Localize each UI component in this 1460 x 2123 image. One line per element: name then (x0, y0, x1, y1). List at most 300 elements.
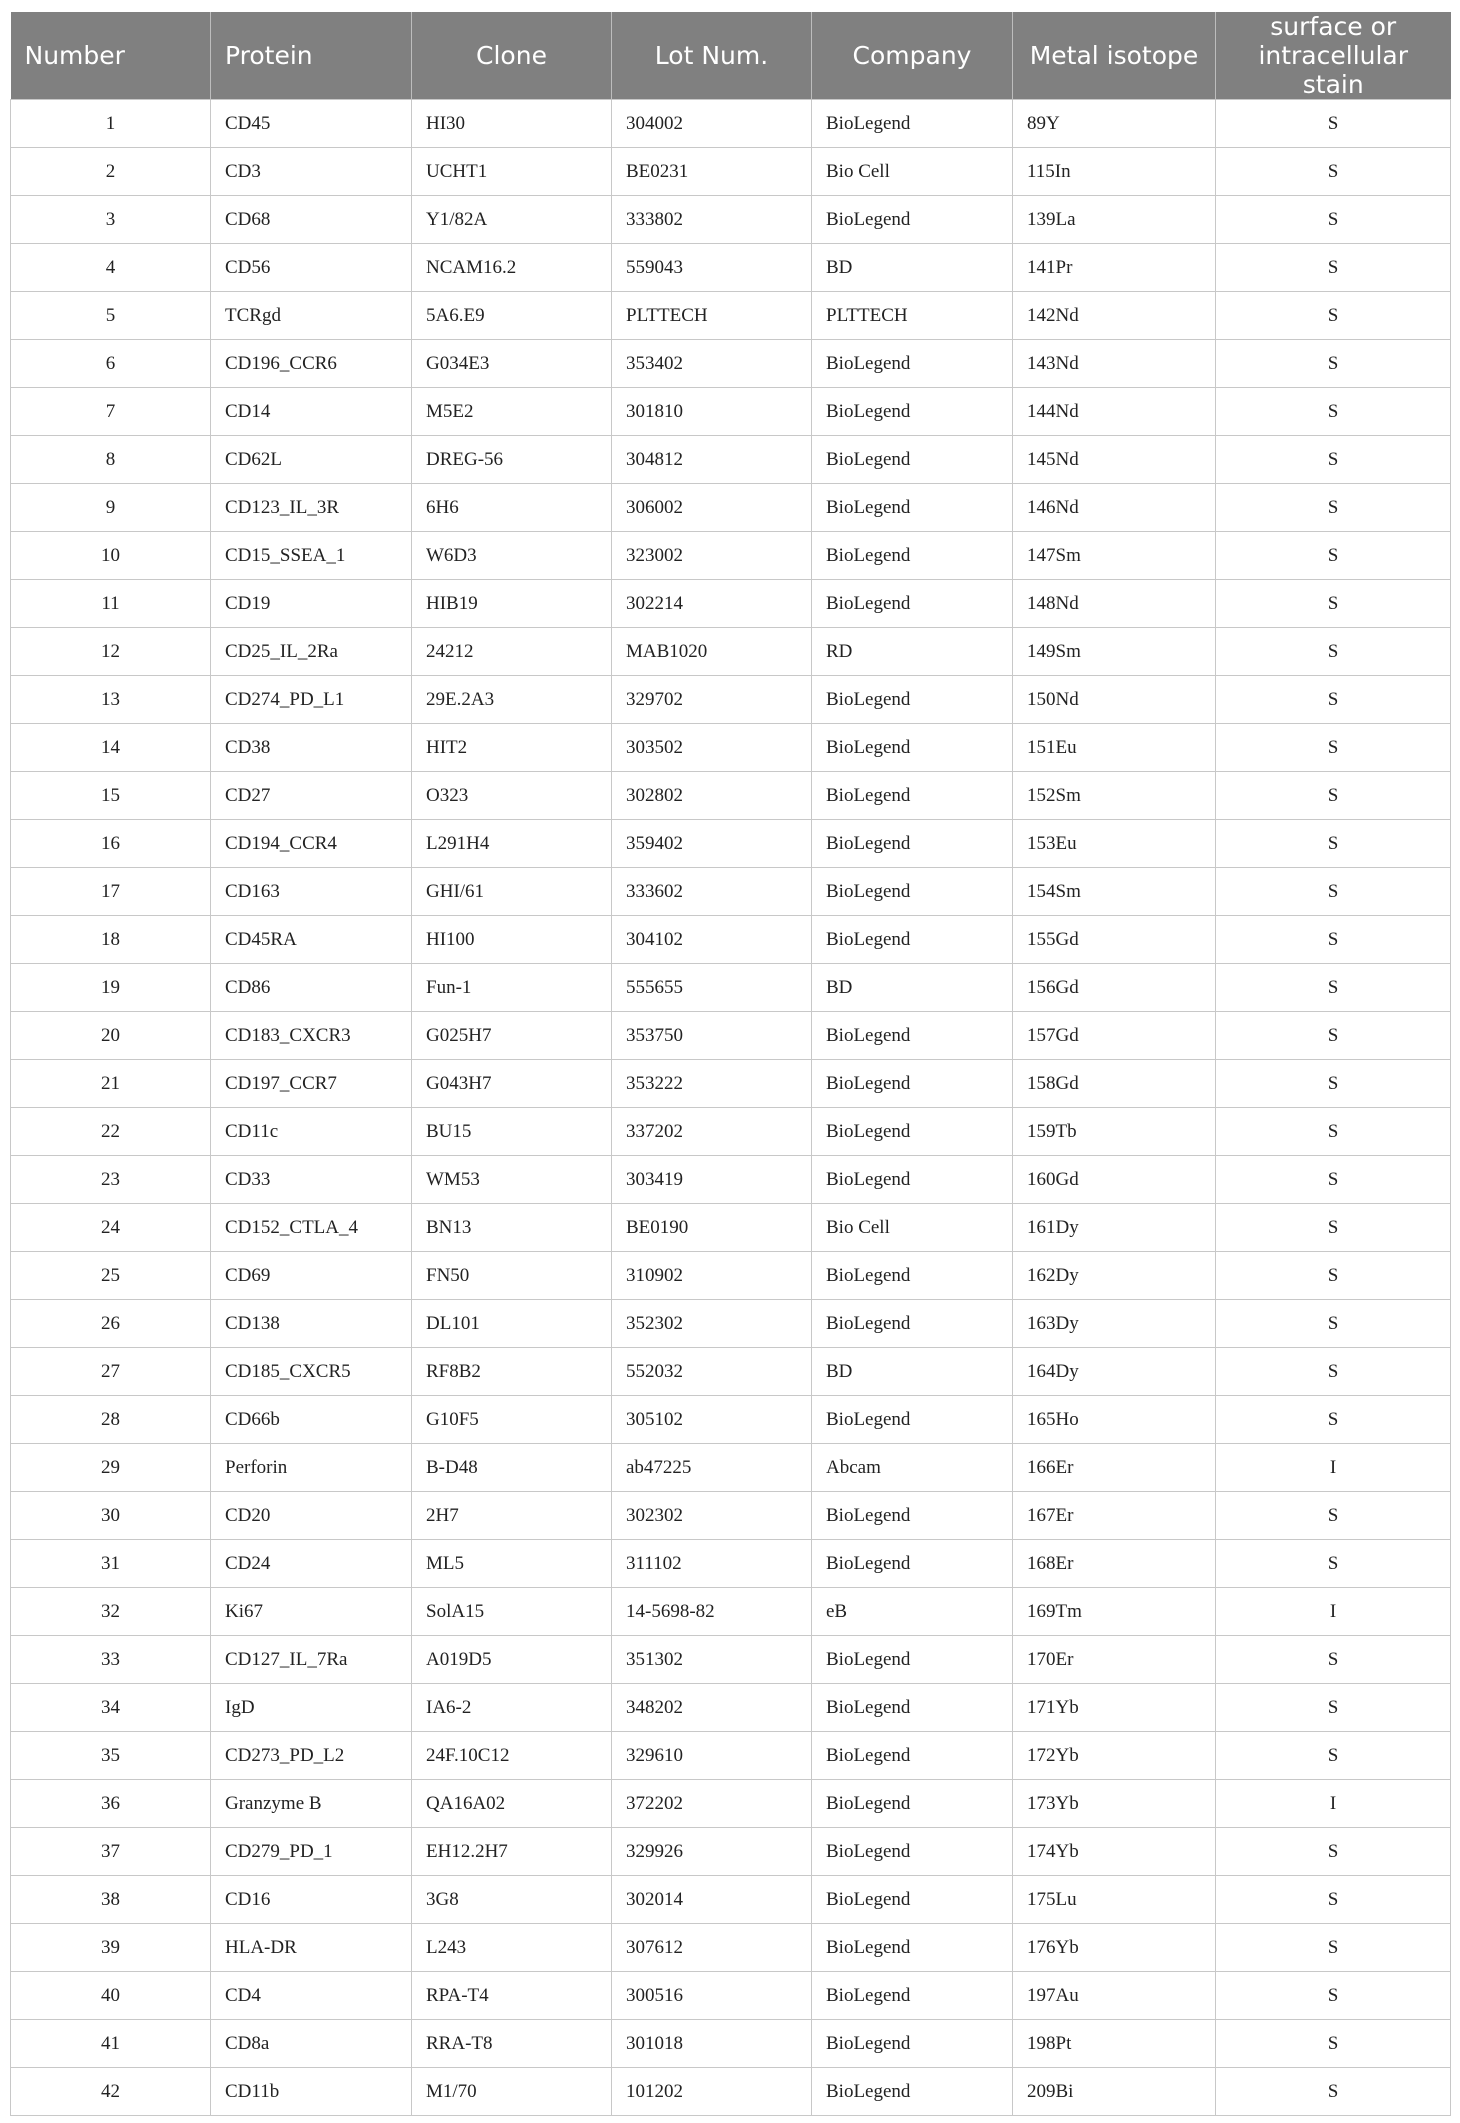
cell-clone: B-D48 (412, 1444, 612, 1492)
cell-stain-type: S (1216, 1156, 1451, 1204)
cell-protein: CD68 (211, 196, 412, 244)
cell-lot-num: 552032 (612, 1348, 812, 1396)
cell-protein: CD185_CXCR5 (211, 1348, 412, 1396)
cell-company: BioLegend (812, 1012, 1013, 1060)
cell-lot-num: 359402 (612, 820, 812, 868)
cell-protein: CD4 (211, 1972, 412, 2020)
cell-number: 10 (11, 532, 211, 580)
cell-company: Bio Cell (812, 1204, 1013, 1252)
cell-lot-num: 301018 (612, 2020, 812, 2068)
table-row (11, 292, 1451, 340)
cell-lot-num: 329610 (612, 1732, 812, 1780)
cell-lot-num: 353750 (612, 1012, 812, 1060)
cell-company: BioLegend (812, 1492, 1013, 1540)
cell-protein: CD66b (211, 1396, 412, 1444)
cell-number: 11 (11, 580, 211, 628)
cell-clone: RF8B2 (412, 1348, 612, 1396)
cell-clone: L291H4 (412, 820, 612, 868)
cell-lot-num: 14-5698-82 (612, 1588, 812, 1636)
cell-metal-isotope: 139La (1013, 196, 1216, 244)
cell-number: 34 (11, 1684, 211, 1732)
cell-clone: HIT2 (412, 724, 612, 772)
table-row (11, 1156, 1451, 1204)
cell-lot-num: 310902 (612, 1252, 812, 1300)
cell-clone: 24F.10C12 (412, 1732, 612, 1780)
cell-protein: CD138 (211, 1300, 412, 1348)
cell-clone: L243 (412, 1924, 612, 1972)
cell-number: 20 (11, 1012, 211, 1060)
cell-lot-num: BE0231 (612, 148, 812, 196)
cell-number: 38 (11, 1876, 211, 1924)
cell-metal-isotope: 166Er (1013, 1444, 1216, 1492)
cell-number: 6 (11, 340, 211, 388)
header-number: Number (11, 12, 211, 100)
cell-stain-type: S (1216, 2068, 1451, 2116)
cell-lot-num: 372202 (612, 1780, 812, 1828)
cell-protein: CD197_CCR7 (211, 1060, 412, 1108)
cell-protein: CD19 (211, 580, 412, 628)
cell-stain-type: S (1216, 1396, 1451, 1444)
cell-company: BD (812, 964, 1013, 1012)
cell-lot-num: 329702 (612, 676, 812, 724)
cell-protein: CD27 (211, 772, 412, 820)
cell-stain-type: S (1216, 196, 1451, 244)
cell-stain-type: S (1216, 1252, 1451, 1300)
cell-protein: CD152_CTLA_4 (211, 1204, 412, 1252)
antibody-panel-table (10, 12, 1451, 2116)
cell-company: BioLegend (812, 1252, 1013, 1300)
cell-number: 7 (11, 388, 211, 436)
cell-company: Bio Cell (812, 148, 1013, 196)
cell-metal-isotope: 165Ho (1013, 1396, 1216, 1444)
cell-number: 13 (11, 676, 211, 724)
cell-protein: CD11b (211, 2068, 412, 2116)
table-row (11, 100, 1451, 148)
cell-number: 41 (11, 2020, 211, 2068)
cell-number: 39 (11, 1924, 211, 1972)
cell-clone: A019D5 (412, 1636, 612, 1684)
cell-number: 5 (11, 292, 211, 340)
cell-metal-isotope: 163Dy (1013, 1300, 1216, 1348)
cell-company: BioLegend (812, 676, 1013, 724)
cell-clone: RRA-T8 (412, 2020, 612, 2068)
cell-metal-isotope: 146Nd (1013, 484, 1216, 532)
cell-metal-isotope: 176Yb (1013, 1924, 1216, 1972)
table-header (11, 12, 1451, 100)
table-row (11, 628, 1451, 676)
cell-metal-isotope: 156Gd (1013, 964, 1216, 1012)
cell-protein: CD279_PD_1 (211, 1828, 412, 1876)
cell-number: 32 (11, 1588, 211, 1636)
cell-metal-isotope: 161Dy (1013, 1204, 1216, 1252)
cell-metal-isotope: 147Sm (1013, 532, 1216, 580)
table-row (11, 1204, 1451, 1252)
cell-lot-num: 304102 (612, 916, 812, 964)
cell-stain-type: S (1216, 676, 1451, 724)
cell-lot-num: 555655 (612, 964, 812, 1012)
cell-number: 28 (11, 1396, 211, 1444)
cell-number: 31 (11, 1540, 211, 1588)
cell-metal-isotope: 171Yb (1013, 1684, 1216, 1732)
cell-clone: Fun-1 (412, 964, 612, 1012)
cell-company: BioLegend (812, 1684, 1013, 1732)
table-row (11, 676, 1451, 724)
cell-number: 35 (11, 1732, 211, 1780)
cell-metal-isotope: 158Gd (1013, 1060, 1216, 1108)
cell-stain-type: S (1216, 1012, 1451, 1060)
table-row (11, 1540, 1451, 1588)
cell-protein: CD38 (211, 724, 412, 772)
cell-number: 16 (11, 820, 211, 868)
cell-protein: CD24 (211, 1540, 412, 1588)
cell-lot-num: 353222 (612, 1060, 812, 1108)
table-row (11, 1684, 1451, 1732)
cell-metal-isotope: 209Bi (1013, 2068, 1216, 2116)
cell-stain-type: S (1216, 1348, 1451, 1396)
cell-lot-num: 302214 (612, 580, 812, 628)
cell-clone: BN13 (412, 1204, 612, 1252)
table-row (11, 1876, 1451, 1924)
cell-lot-num: 352302 (612, 1300, 812, 1348)
cell-clone: 24212 (412, 628, 612, 676)
cell-metal-isotope: 175Lu (1013, 1876, 1216, 1924)
cell-stain-type: S (1216, 1540, 1451, 1588)
cell-protein: CD16 (211, 1876, 412, 1924)
cell-company: BioLegend (812, 1780, 1013, 1828)
cell-lot-num: 333802 (612, 196, 812, 244)
table-row (11, 1108, 1451, 1156)
cell-company: BioLegend (812, 532, 1013, 580)
cell-metal-isotope: 157Gd (1013, 1012, 1216, 1060)
cell-clone: WM53 (412, 1156, 612, 1204)
cell-number: 8 (11, 436, 211, 484)
cell-stain-type: S (1216, 628, 1451, 676)
cell-lot-num: 300516 (612, 1972, 812, 2020)
cell-metal-isotope: 169Tm (1013, 1588, 1216, 1636)
header-stain-type: surface or intracellular stain (1216, 12, 1451, 100)
cell-stain-type: S (1216, 1924, 1451, 1972)
cell-company: BioLegend (812, 1636, 1013, 1684)
table-row (11, 2068, 1451, 2116)
cell-number: 26 (11, 1300, 211, 1348)
table-row (11, 2020, 1451, 2068)
cell-metal-isotope: 151Eu (1013, 724, 1216, 772)
cell-protein: CD56 (211, 244, 412, 292)
cell-number: 12 (11, 628, 211, 676)
cell-number: 14 (11, 724, 211, 772)
cell-protein: CD3 (211, 148, 412, 196)
cell-company: BioLegend (812, 1396, 1013, 1444)
cell-protein: CD62L (211, 436, 412, 484)
cell-stain-type: S (1216, 1876, 1451, 1924)
cell-number: 33 (11, 1636, 211, 1684)
cell-number: 9 (11, 484, 211, 532)
cell-company: BioLegend (812, 1060, 1013, 1108)
cell-company: PLTTECH (812, 292, 1013, 340)
cell-clone: W6D3 (412, 532, 612, 580)
cell-clone: FN50 (412, 1252, 612, 1300)
cell-clone: DL101 (412, 1300, 612, 1348)
cell-clone: G043H7 (412, 1060, 612, 1108)
cell-clone: G034E3 (412, 340, 612, 388)
table-row (11, 484, 1451, 532)
table-body (11, 100, 1451, 2116)
cell-protein: HLA-DR (211, 1924, 412, 1972)
cell-clone: 5A6.E9 (412, 292, 612, 340)
cell-company: BD (812, 244, 1013, 292)
cell-lot-num: PLTTECH (612, 292, 812, 340)
cell-company: BioLegend (812, 196, 1013, 244)
header-company: Company (812, 12, 1013, 100)
cell-protein: TCRgd (211, 292, 412, 340)
table-row (11, 868, 1451, 916)
cell-number: 1 (11, 100, 211, 148)
cell-stain-type: I (1216, 1780, 1451, 1828)
cell-lot-num: MAB1020 (612, 628, 812, 676)
cell-lot-num: 323002 (612, 532, 812, 580)
table-row (11, 1396, 1451, 1444)
cell-lot-num: 304002 (612, 100, 812, 148)
table-row (11, 532, 1451, 580)
cell-metal-isotope: 145Nd (1013, 436, 1216, 484)
cell-number: 15 (11, 772, 211, 820)
cell-company: BioLegend (812, 1924, 1013, 1972)
cell-lot-num: 351302 (612, 1636, 812, 1684)
cell-clone: M1/70 (412, 2068, 612, 2116)
cell-stain-type: S (1216, 1300, 1451, 1348)
cell-number: 27 (11, 1348, 211, 1396)
cell-company: BioLegend (812, 580, 1013, 628)
cell-clone: NCAM16.2 (412, 244, 612, 292)
cell-clone: GHI/61 (412, 868, 612, 916)
table-row (11, 580, 1451, 628)
cell-lot-num: 302014 (612, 1876, 812, 1924)
table-row (11, 1444, 1451, 1492)
cell-company: BioLegend (812, 820, 1013, 868)
cell-metal-isotope: 159Tb (1013, 1108, 1216, 1156)
cell-number: 4 (11, 244, 211, 292)
cell-protein: CD127_IL_7Ra (211, 1636, 412, 1684)
cell-metal-isotope: 152Sm (1013, 772, 1216, 820)
table-row (11, 148, 1451, 196)
cell-protein: CD69 (211, 1252, 412, 1300)
cell-stain-type: S (1216, 436, 1451, 484)
cell-metal-isotope: 155Gd (1013, 916, 1216, 964)
table-row (11, 1972, 1451, 2020)
cell-lot-num: 333602 (612, 868, 812, 916)
cell-number: 19 (11, 964, 211, 1012)
cell-stain-type: S (1216, 964, 1451, 1012)
cell-protein: CD274_PD_L1 (211, 676, 412, 724)
cell-protein: Perforin (211, 1444, 412, 1492)
cell-stain-type: S (1216, 1204, 1451, 1252)
cell-metal-isotope: 168Er (1013, 1540, 1216, 1588)
cell-stain-type: S (1216, 916, 1451, 964)
cell-clone: QA16A02 (412, 1780, 612, 1828)
cell-company: BioLegend (812, 1540, 1013, 1588)
cell-lot-num: 337202 (612, 1108, 812, 1156)
cell-protein: CD8a (211, 2020, 412, 2068)
cell-clone: 3G8 (412, 1876, 612, 1924)
cell-company: Abcam (812, 1444, 1013, 1492)
cell-protein: CD123_IL_3R (211, 484, 412, 532)
cell-metal-isotope: 197Au (1013, 1972, 1216, 2020)
cell-company: BioLegend (812, 1108, 1013, 1156)
cell-clone: 6H6 (412, 484, 612, 532)
table-row (11, 820, 1451, 868)
cell-clone: Y1/82A (412, 196, 612, 244)
cell-protein: CD45RA (211, 916, 412, 964)
table-row (11, 1300, 1451, 1348)
cell-company: BioLegend (812, 1876, 1013, 1924)
cell-company: BioLegend (812, 916, 1013, 964)
cell-protein: CD273_PD_L2 (211, 1732, 412, 1780)
table-row (11, 1828, 1451, 1876)
table-row (11, 1924, 1451, 1972)
cell-number: 37 (11, 1828, 211, 1876)
cell-lot-num: ab47225 (612, 1444, 812, 1492)
cell-company: BioLegend (812, 484, 1013, 532)
header-row (11, 12, 1451, 100)
cell-lot-num: 329926 (612, 1828, 812, 1876)
cell-clone: O323 (412, 772, 612, 820)
cell-number: 30 (11, 1492, 211, 1540)
cell-metal-isotope: 164Dy (1013, 1348, 1216, 1396)
cell-metal-isotope: 154Sm (1013, 868, 1216, 916)
cell-metal-isotope: 143Nd (1013, 340, 1216, 388)
cell-company: BioLegend (812, 340, 1013, 388)
cell-company: BioLegend (812, 388, 1013, 436)
cell-metal-isotope: 153Eu (1013, 820, 1216, 868)
cell-company: BioLegend (812, 1972, 1013, 2020)
cell-protein: CD45 (211, 100, 412, 148)
cell-clone: IA6-2 (412, 1684, 612, 1732)
cell-company: BioLegend (812, 2068, 1013, 2116)
cell-protein: CD11c (211, 1108, 412, 1156)
cell-protein: CD183_CXCR3 (211, 1012, 412, 1060)
cell-lot-num: 304812 (612, 436, 812, 484)
cell-number: 36 (11, 1780, 211, 1828)
table-row (11, 964, 1451, 1012)
cell-company: BioLegend (812, 724, 1013, 772)
cell-protein: CD194_CCR4 (211, 820, 412, 868)
table-row (11, 1060, 1451, 1108)
cell-company: eB (812, 1588, 1013, 1636)
cell-clone: DREG-56 (412, 436, 612, 484)
table-row (11, 388, 1451, 436)
cell-clone: M5E2 (412, 388, 612, 436)
cell-metal-isotope: 144Nd (1013, 388, 1216, 436)
cell-lot-num: 302302 (612, 1492, 812, 1540)
cell-lot-num: 559043 (612, 244, 812, 292)
cell-number: 17 (11, 868, 211, 916)
cell-clone: HI30 (412, 100, 612, 148)
cell-stain-type: S (1216, 2020, 1451, 2068)
table-row (11, 340, 1451, 388)
cell-clone: SolA15 (412, 1588, 612, 1636)
cell-clone: 29E.2A3 (412, 676, 612, 724)
cell-number: 25 (11, 1252, 211, 1300)
header-metal-isotope: Metal isotope (1013, 12, 1216, 100)
cell-stain-type: S (1216, 1684, 1451, 1732)
cell-company: BioLegend (812, 1300, 1013, 1348)
table-row (11, 1348, 1451, 1396)
cell-stain-type: S (1216, 484, 1451, 532)
cell-stain-type: S (1216, 148, 1451, 196)
cell-company: RD (812, 628, 1013, 676)
cell-metal-isotope: 167Er (1013, 1492, 1216, 1540)
cell-lot-num: 348202 (612, 1684, 812, 1732)
cell-number: 3 (11, 196, 211, 244)
cell-company: BioLegend (812, 1732, 1013, 1780)
table-row (11, 196, 1451, 244)
cell-stain-type: S (1216, 1492, 1451, 1540)
cell-protein: Ki67 (211, 1588, 412, 1636)
cell-clone: RPA-T4 (412, 1972, 612, 2020)
cell-metal-isotope: 172Yb (1013, 1732, 1216, 1780)
cell-lot-num: 311102 (612, 1540, 812, 1588)
cell-company: BioLegend (812, 772, 1013, 820)
cell-number: 42 (11, 2068, 211, 2116)
cell-protein: CD25_IL_2Ra (211, 628, 412, 676)
cell-stain-type: S (1216, 100, 1451, 148)
table-row (11, 1732, 1451, 1780)
cell-lot-num: 305102 (612, 1396, 812, 1444)
cell-protein: CD33 (211, 1156, 412, 1204)
cell-protein: CD14 (211, 388, 412, 436)
cell-clone: G10F5 (412, 1396, 612, 1444)
cell-company: BioLegend (812, 1828, 1013, 1876)
cell-metal-isotope: 141Pr (1013, 244, 1216, 292)
header-protein: Protein (211, 12, 412, 100)
cell-stain-type: S (1216, 1636, 1451, 1684)
cell-metal-isotope: 89Y (1013, 100, 1216, 148)
cell-lot-num: 306002 (612, 484, 812, 532)
cell-company: BioLegend (812, 868, 1013, 916)
cell-metal-isotope: 149Sm (1013, 628, 1216, 676)
cell-stain-type: I (1216, 1588, 1451, 1636)
cell-clone: ML5 (412, 1540, 612, 1588)
cell-protein: CD163 (211, 868, 412, 916)
cell-metal-isotope: 148Nd (1013, 580, 1216, 628)
cell-metal-isotope: 142Nd (1013, 292, 1216, 340)
table-row (11, 724, 1451, 772)
table-row (11, 1780, 1451, 1828)
cell-protein: CD196_CCR6 (211, 340, 412, 388)
table-row (11, 1492, 1451, 1540)
cell-lot-num: 307612 (612, 1924, 812, 1972)
cell-stain-type: S (1216, 1732, 1451, 1780)
cell-lot-num: 101202 (612, 2068, 812, 2116)
cell-stain-type: S (1216, 244, 1451, 292)
cell-number: 40 (11, 1972, 211, 2020)
cell-metal-isotope: 160Gd (1013, 1156, 1216, 1204)
cell-number: 22 (11, 1108, 211, 1156)
cell-number: 2 (11, 148, 211, 196)
table-row (11, 436, 1451, 484)
table-row (11, 1252, 1451, 1300)
cell-metal-isotope: 174Yb (1013, 1828, 1216, 1876)
cell-metal-isotope: 170Er (1013, 1636, 1216, 1684)
cell-protein: CD20 (211, 1492, 412, 1540)
cell-stain-type: S (1216, 1060, 1451, 1108)
cell-stain-type: S (1216, 868, 1451, 916)
cell-protein: CD15_SSEA_1 (211, 532, 412, 580)
cell-number: 23 (11, 1156, 211, 1204)
cell-clone: 2H7 (412, 1492, 612, 1540)
antibody-panel-table-container (10, 12, 1450, 2116)
cell-company: BioLegend (812, 100, 1013, 148)
